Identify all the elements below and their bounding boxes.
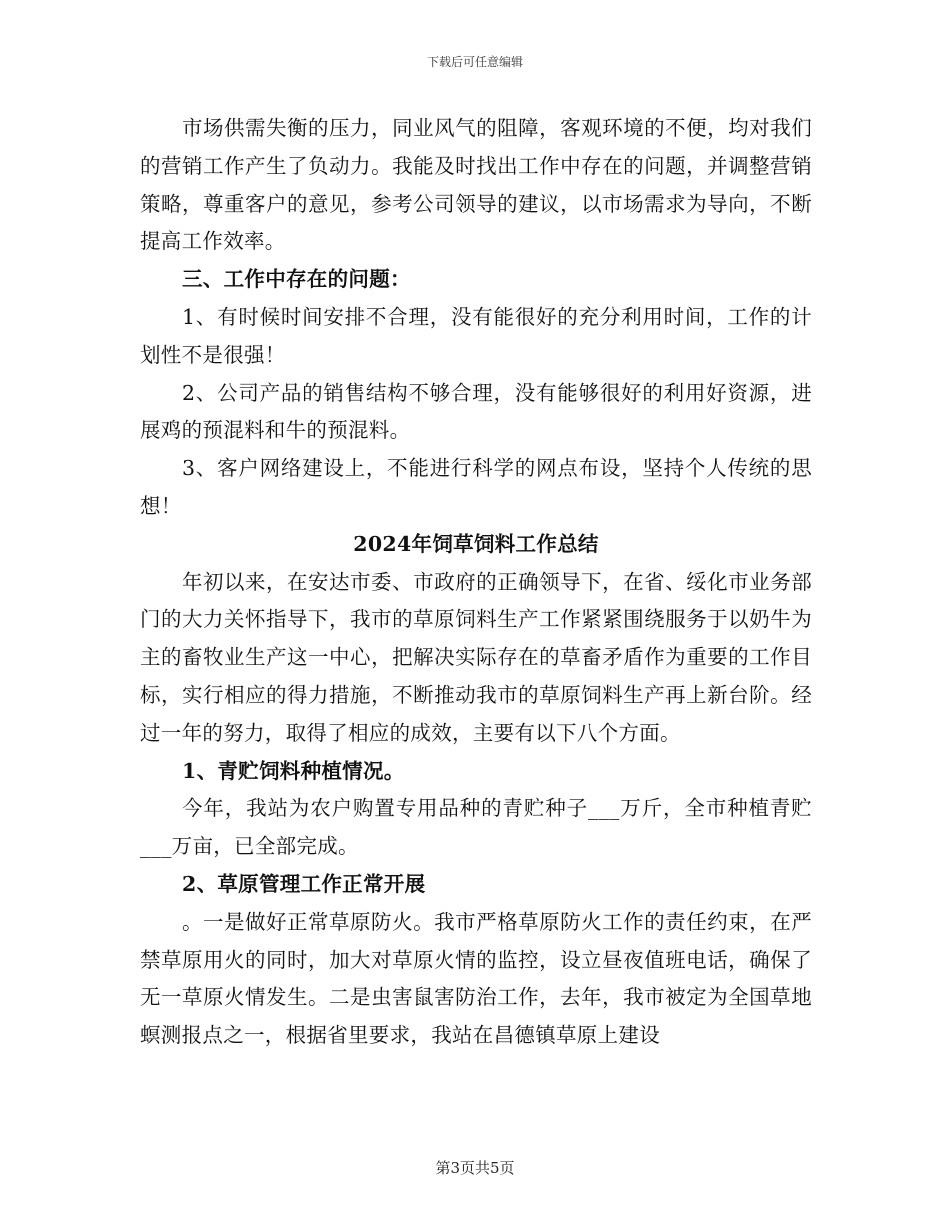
paragraph-problem-3: 3、客户网络建设上，不能进行科学的网点布设，坚持个人传统的思想！ [140,456,812,518]
section-heading-silage: 1、青贮饲料种植情况。 [182,758,405,783]
document-title: 2024年饲草饲料工作总结 [353,531,599,556]
paragraph-intro: 年初以来，在安达市委、市政府的正确领导下，在省、绥化市业务部门的大力关怀指导下，我市的草原饲料生产工作紧紧围绕服务于以奶牛为主的畜牧业生产这一中心，把解决实际存在的草畜矛盾作为重要的工作目标，实行相应的得力措施，不断推动我市的草原饲料生产再上新台阶。经过一年的努力，取得了相应的成效，主要有以下八个方面。 [140,569,812,745]
paragraph-market-pressure: 市场供需失衡的压力，同业风气的阻障，客观环境的不便，均对我们的营销工作产生了负动力。我能及时找出工作中存在的问题，并调整营销策略，尊重客户的意见，参考公司领导的建议，以市场需求为导向，不断提高工作效率。 [140,116,812,254]
page-number-footer: 第3页共5页 [435,1159,515,1177]
document-body [140,110,812,1055]
paragraph-grassland: 。一是做好正常草原防火。我市严格草原防火工作的责任约束，在严禁草原用火的同时，加大对草原火情的监控，设立昼夜值班电话，确保了无一草原火情发生。二是虫害鼠害防治工作，去年，我市被定为全国草地螟测报点之一，根据省里要求，我站在昌德镇草原上建设 [140,909,812,1048]
section-heading-grassland: 2、草原管理工作正常开展 [182,871,426,896]
paragraph-problem-1: 1、有时候时间安排不合理，没有能很好的充分利用时间，工作的计划性不是很强！ [140,304,812,367]
paragraph-problem-2: 2、公司产品的销售结构不够合理，没有能够很好的利用好资源，进展鸡的预混料和牛的预混料。 [140,380,812,443]
page-header-note: 下载后可任意编辑 [426,55,523,69]
section-heading-problems: 三、工作中存在的问题： [182,267,411,292]
paragraph-silage: 今年，我站为农户购置专用品种的青贮种子___万斤，全市种植青贮___万亩，已全部完成。 [140,796,812,859]
